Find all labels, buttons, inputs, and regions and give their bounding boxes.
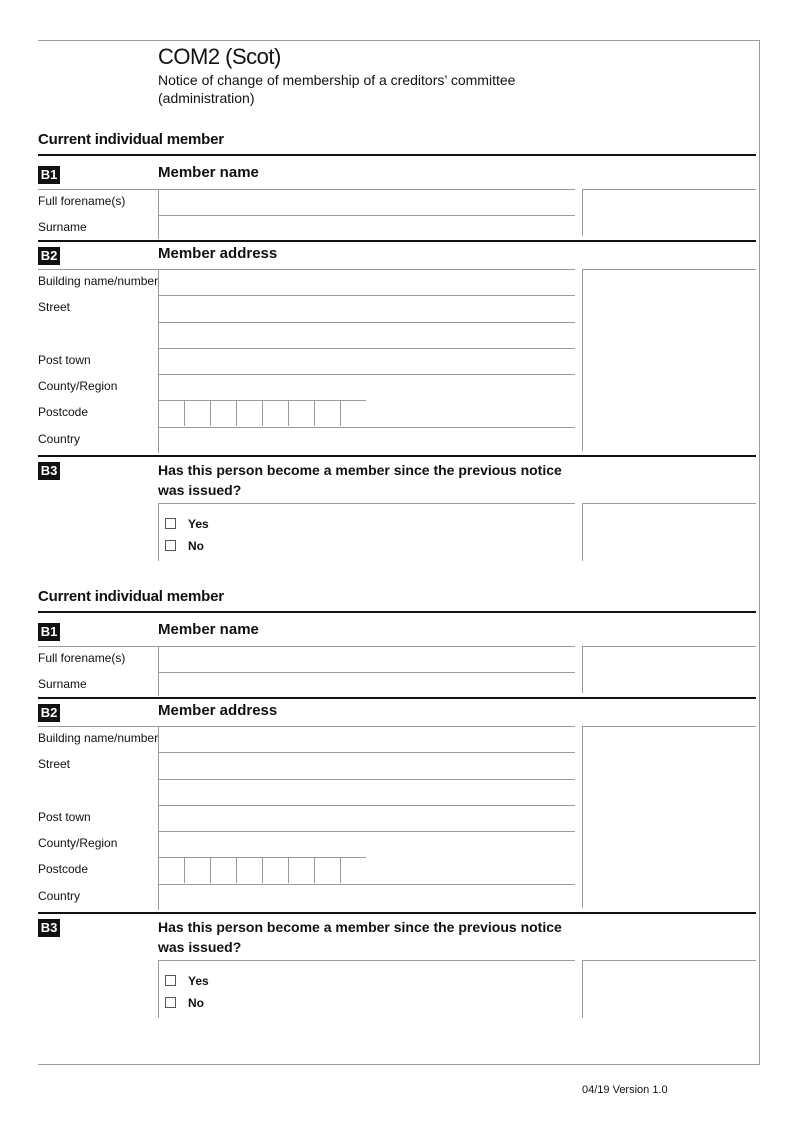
field-border [158,960,159,1018]
side-panel [582,646,756,693]
form-code: COM2 (Scot) [158,44,281,69]
field-label: Postcode [38,862,89,876]
county-field[interactable] [158,831,575,855]
version-footer: 04/19 Version 1.0 [582,1084,668,1096]
section-rule [38,611,756,613]
no-checkbox[interactable] [165,997,176,1008]
postcode-char-box[interactable] [184,400,210,426]
block-badge-b2: B2 [38,704,60,722]
side-panel [582,726,756,908]
postcode-char-box[interactable] [158,400,184,426]
block-rule [38,697,756,699]
block-badge-b3: B3 [38,462,60,480]
postcode-char-box[interactable] [314,400,340,426]
postcode-char-box[interactable] [236,857,262,883]
surname-field[interactable] [158,215,575,239]
field-label: Country [38,889,81,903]
member-address-title: Member address [158,702,278,719]
field-label: Surname [38,220,87,234]
yes-checkbox[interactable] [165,518,176,529]
side-panel [582,189,756,236]
field-label: Postcode [38,405,89,419]
yes-label: Yes [188,974,209,988]
postcode-char-box[interactable] [184,857,210,883]
divider [158,503,575,504]
field-border [158,189,159,239]
field-border [158,503,159,561]
postcode-char-box[interactable] [262,400,288,426]
field-label: Full forename(s) [38,194,126,208]
street-line2-field[interactable] [158,779,575,803]
yes-label: Yes [188,517,209,531]
field-label: Full forename(s) [38,651,126,665]
building-field[interactable] [158,726,575,750]
postcode-char-box[interactable] [210,400,236,426]
side-panel [582,960,756,1018]
no-checkbox[interactable] [165,540,176,551]
no-label: No [188,539,204,553]
block-rule [38,240,756,242]
forename-field[interactable] [158,646,575,670]
field-label: Country [38,432,81,446]
field-label: Street [38,300,71,314]
member-address-title: Member address [158,245,278,262]
field-border [158,269,159,453]
membership-question: Has this person become a member since the previous notice was issued? [158,462,562,498]
country-field[interactable] [158,884,575,908]
member-name-title: Member name [158,164,259,181]
form-description: Notice of change of membership of a creditors’ committee (administration) [158,72,516,106]
block-rule [38,912,756,914]
postcode-char-box[interactable] [340,857,366,883]
block-rule [38,455,756,457]
side-panel [582,503,756,561]
block-badge-b3: B3 [38,919,60,937]
block-badge-b2: B2 [38,247,60,265]
forename-field[interactable] [158,189,575,213]
street-field[interactable] [158,752,575,776]
block-badge-b1: B1 [38,623,60,641]
section-rule [38,154,756,156]
field-border [158,726,159,910]
section-heading: Current individual member [38,131,224,148]
postcode-char-box[interactable] [236,400,262,426]
field-border [158,646,159,696]
street-field[interactable] [158,295,575,319]
postcode-char-box[interactable] [288,857,314,883]
divider [158,960,575,961]
postcode-char-box[interactable] [210,857,236,883]
field-label: County/Region [38,379,118,393]
postcode-char-box[interactable] [340,400,366,426]
section-heading: Current individual member [38,588,224,605]
county-field[interactable] [158,374,575,398]
postcode-char-box[interactable] [262,857,288,883]
country-field[interactable] [158,427,575,451]
field-label: Building name/number [38,274,159,288]
member-section [38,131,756,601]
side-panel [582,269,756,451]
member-name-title: Member name [158,621,259,638]
block-badge-b1: B1 [38,166,60,184]
field-label: Street [38,757,71,771]
membership-question: Has this person become a member since the previous notice was issued? [158,919,562,955]
building-field[interactable] [158,269,575,293]
postcode-char-box[interactable] [288,400,314,426]
postcode-char-box[interactable] [158,857,184,883]
surname-field[interactable] [158,672,575,696]
field-label: County/Region [38,836,118,850]
street-line2-field[interactable] [158,322,575,346]
no-label: No [188,996,204,1010]
field-label: Post town [38,353,91,367]
field-label: Surname [38,677,87,691]
post-town-field[interactable] [158,805,575,829]
member-section [38,588,756,1058]
field-label: Post town [38,810,91,824]
yes-checkbox[interactable] [165,975,176,986]
postcode-char-box[interactable] [314,857,340,883]
field-label: Building name/number [38,731,159,745]
post-town-field[interactable] [158,348,575,372]
